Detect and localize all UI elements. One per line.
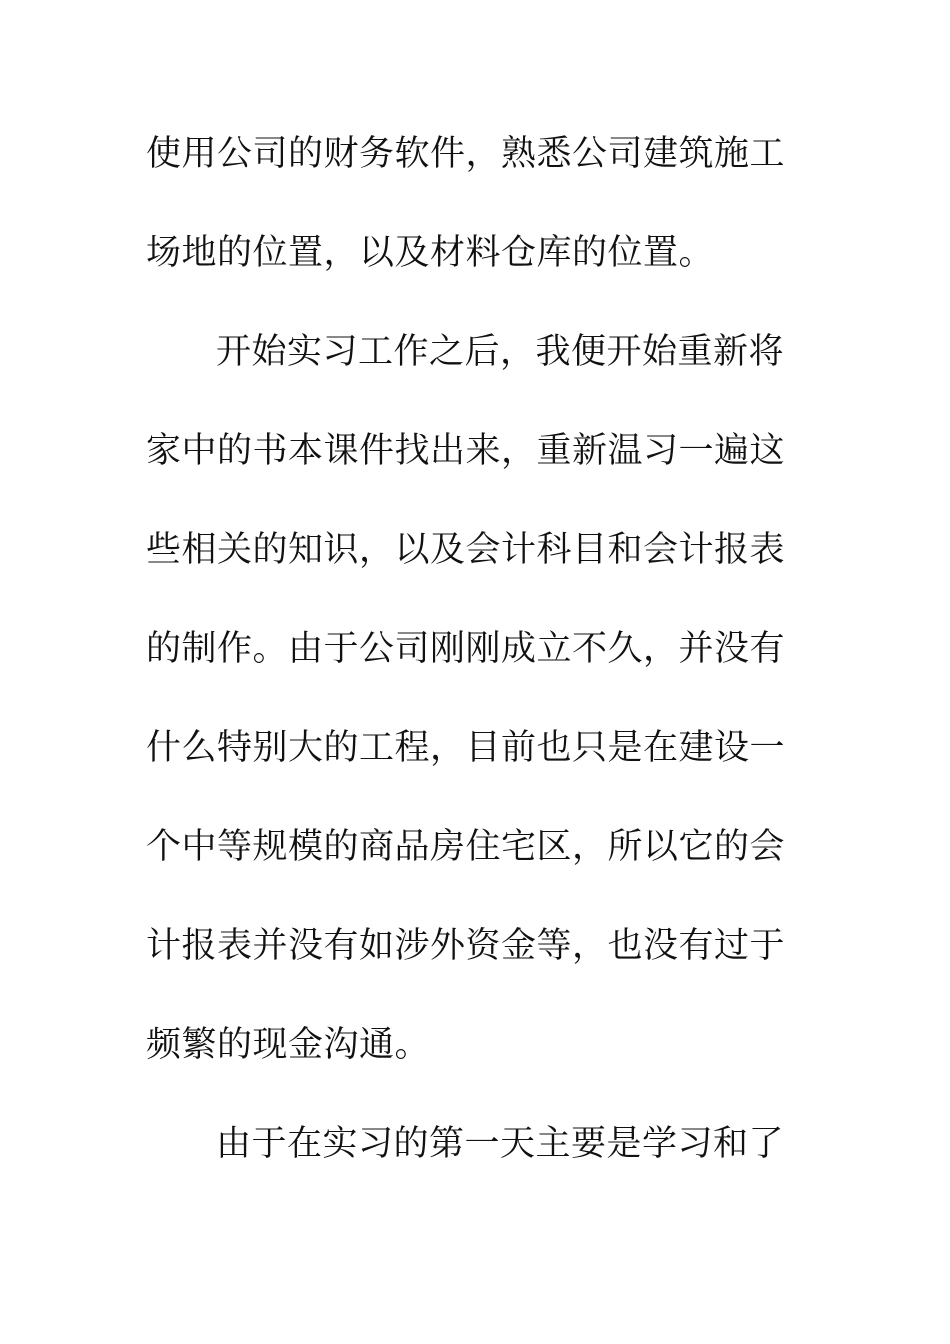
text-line: 频繁的现金沟通。 [146, 1025, 431, 1065]
text-line: 计报表并没有如涉外资金等，也没有过于 [146, 926, 786, 966]
text-line: 使用公司的财务软件，熟悉公司建筑施工 [146, 134, 786, 174]
text-line: 家中的书本课件找出来，重新温习一遍这 [146, 431, 786, 471]
text-line: 些相关的知识，以及会计科目和会计报表 [146, 530, 786, 570]
text-line: 个中等规模的商品房住宅区，所以它的会 [146, 827, 786, 867]
body-text [146, 123, 786, 1212]
paragraph-start-line: 由于在实习的第一天主要是学习和了 [216, 1124, 785, 1164]
paragraph-start-line: 开始实习工作之后，我便开始重新将 [216, 332, 785, 372]
text-line: 什么特别大的工程，目前也只是在建设一 [146, 728, 786, 768]
text-line: 的制作。由于公司刚刚成立不久，并没有 [146, 629, 786, 669]
text-line: 场地的位置，以及材料仓库的位置。 [146, 233, 715, 273]
